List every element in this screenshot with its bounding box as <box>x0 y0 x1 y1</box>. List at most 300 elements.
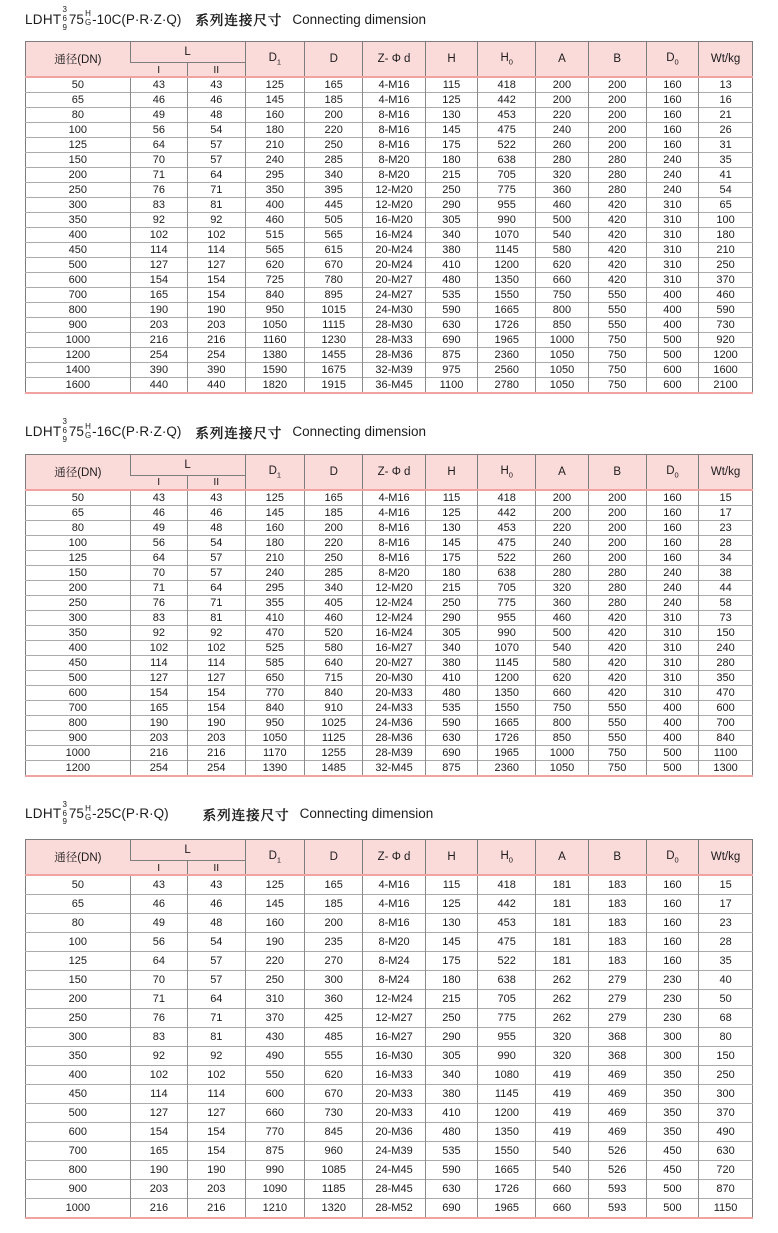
col-d1 <box>245 42 305 78</box>
table-cell: 262 <box>536 971 588 990</box>
table-cell: 310 <box>646 273 698 288</box>
table-cell: 16-M27 <box>363 1028 426 1047</box>
table-cell: 71 <box>130 580 187 595</box>
table-row <box>26 952 753 971</box>
table-cell: 80 <box>26 108 131 123</box>
table-cell: 254 <box>188 348 245 363</box>
table-cell: 185 <box>305 895 363 914</box>
table-cell: 83 <box>130 610 187 625</box>
col-l1: I <box>130 861 187 876</box>
table-row <box>26 348 753 363</box>
table-cell: 145 <box>425 535 477 550</box>
table-cell: 4-M16 <box>363 93 426 108</box>
table-cell: 840 <box>245 288 305 303</box>
table-cell: 24-M36 <box>363 715 426 730</box>
table-cell: 240 <box>699 640 753 655</box>
table-cell: 76 <box>130 183 187 198</box>
table-cell: 950 <box>245 303 305 318</box>
table-cell: 43 <box>130 490 187 506</box>
table-cell: 23 <box>699 914 753 933</box>
table-cell: 100 <box>26 933 131 952</box>
table-cell: 419 <box>536 1066 588 1085</box>
table-cell: 38 <box>699 565 753 580</box>
table-cell: 500 <box>26 1104 131 1123</box>
table-cell: 83 <box>130 198 187 213</box>
table-row <box>26 685 753 700</box>
table-cell: 220 <box>245 952 305 971</box>
table-cell: 49 <box>130 108 187 123</box>
table-row <box>26 213 753 228</box>
table-cell: 580 <box>536 655 588 670</box>
table-cell: 127 <box>130 1104 187 1123</box>
table-cell: 370 <box>699 1104 753 1123</box>
table-cell: 526 <box>588 1161 646 1180</box>
table-cell: 305 <box>425 213 477 228</box>
table-cell: 850 <box>536 318 588 333</box>
letter-g: G <box>84 430 92 440</box>
table-cell: 700 <box>26 1142 131 1161</box>
table-cell: 910 <box>305 700 363 715</box>
table-cell: 250 <box>26 595 131 610</box>
table-cell: 280 <box>588 183 646 198</box>
table-cell: 200 <box>588 123 646 138</box>
table-row <box>26 363 753 378</box>
table-cell: 460 <box>245 213 305 228</box>
section-title-25c <box>25 801 753 827</box>
table-cell: 13 <box>699 77 753 93</box>
table-cell: 190 <box>245 933 305 952</box>
table-cell: 279 <box>588 990 646 1009</box>
col-d1-sub: 1 <box>276 855 282 865</box>
col-h: H <box>425 454 477 490</box>
table-cell: 840 <box>699 730 753 745</box>
table-cell: 1025 <box>305 715 363 730</box>
table-cell: 1185 <box>305 1180 363 1199</box>
table-cell: 700 <box>26 288 131 303</box>
table-cell: 43 <box>188 875 245 895</box>
table-row <box>26 655 753 670</box>
table-cell: 200 <box>588 535 646 550</box>
table-cell: 475 <box>478 535 536 550</box>
table-row <box>26 183 753 198</box>
table-cell: 480 <box>425 273 477 288</box>
table-cell: 840 <box>305 685 363 700</box>
table-cell: 31 <box>699 138 753 153</box>
table-cell: 183 <box>588 895 646 914</box>
table-row <box>26 550 753 565</box>
table-cell: 8-M16 <box>363 535 426 550</box>
table-cell: 535 <box>425 1142 477 1161</box>
table-cell: 114 <box>130 1085 187 1104</box>
table-cell: 154 <box>130 685 187 700</box>
variant-3: 3 <box>62 799 67 809</box>
table-cell: 1400 <box>26 363 131 378</box>
table-cell: 200 <box>536 490 588 506</box>
table-cell: 160 <box>245 520 305 535</box>
table-cell: 1000 <box>26 745 131 760</box>
table-cell: 68 <box>699 1009 753 1028</box>
table-cell: 80 <box>26 520 131 535</box>
table-cell: 310 <box>646 258 698 273</box>
table-cell: 1320 <box>305 1199 363 1219</box>
table-header <box>26 840 753 876</box>
table-cell: 150 <box>26 971 131 990</box>
table-cell: 73 <box>699 610 753 625</box>
title-chinese: 系列连接尺寸 <box>202 807 290 823</box>
table-cell: 305 <box>425 625 477 640</box>
table-cell: 145 <box>245 93 305 108</box>
table-cell: 470 <box>245 625 305 640</box>
section-25c <box>25 801 753 1219</box>
table-cell: 100 <box>26 535 131 550</box>
table-cell: 165 <box>305 77 363 93</box>
table-cell: 200 <box>588 77 646 93</box>
table-cell: 200 <box>588 108 646 123</box>
variant-6: 6 <box>62 426 67 436</box>
table-cell: 725 <box>245 273 305 288</box>
col-d1-base: D <box>268 850 277 863</box>
table-cell: 1000 <box>26 333 131 348</box>
table-cell: 1145 <box>478 655 536 670</box>
table-cell: 1050 <box>245 730 305 745</box>
table-cell: 127 <box>188 1104 245 1123</box>
table-cell: 1100 <box>699 745 753 760</box>
table-cell: 1550 <box>478 1142 536 1161</box>
table-cell: 44 <box>699 580 753 595</box>
table-cell: 203 <box>130 730 187 745</box>
variant-3: 3 <box>62 417 67 427</box>
col-h0-sub: 0 <box>508 855 513 865</box>
section-10c <box>25 6 753 394</box>
col-a: A <box>536 454 588 490</box>
table-cell: 500 <box>26 670 131 685</box>
table-cell: 12-M24 <box>363 990 426 1009</box>
table-cell: 250 <box>425 595 477 610</box>
table-cell: 250 <box>425 1009 477 1028</box>
table-cell: 58 <box>699 595 753 610</box>
table-cell: 360 <box>536 595 588 610</box>
col-d0-base: D <box>666 464 675 477</box>
table-cell: 200 <box>305 914 363 933</box>
variant-9: 9 <box>62 434 67 444</box>
table-cell: 600 <box>646 363 698 378</box>
table-cell: 92 <box>188 1047 245 1066</box>
table-cell: 26 <box>699 123 753 138</box>
table-cell: 215 <box>425 990 477 1009</box>
table-cell: 180 <box>425 153 477 168</box>
col-dn: 通径(DN) <box>26 840 131 876</box>
table-cell: 250 <box>425 183 477 198</box>
table-cell: 145 <box>245 505 305 520</box>
table-cell: 1485 <box>305 760 363 776</box>
table-cell: 1210 <box>245 1199 305 1219</box>
table-cell: 15 <box>699 875 753 895</box>
variant-9: 9 <box>62 817 67 827</box>
table-cell: 279 <box>588 1009 646 1028</box>
table-cell: 200 <box>536 77 588 93</box>
table-cell: 285 <box>305 565 363 580</box>
table-cell: 505 <box>305 213 363 228</box>
table-cell: 290 <box>425 198 477 213</box>
table-cell: 1200 <box>26 760 131 776</box>
col-d1 <box>245 840 305 876</box>
table-cell: 240 <box>646 183 698 198</box>
table-cell: 200 <box>588 505 646 520</box>
col-d1 <box>245 454 305 490</box>
table-cell: 64 <box>188 990 245 1009</box>
table-cell: 420 <box>588 610 646 625</box>
table-cell: 250 <box>26 1009 131 1028</box>
table-cell: 500 <box>646 1180 698 1199</box>
col-d: D <box>305 454 363 490</box>
table-cell: 1100 <box>425 378 477 394</box>
table-cell: 35 <box>699 952 753 971</box>
table-cell: 1000 <box>536 333 588 348</box>
table-cell: 36-M45 <box>363 378 426 394</box>
table-cell: 1726 <box>478 1180 536 1199</box>
table-cell: 2100 <box>699 378 753 394</box>
table-cell: 203 <box>188 318 245 333</box>
table-cell: 1230 <box>305 333 363 348</box>
table-row <box>26 1123 753 1142</box>
table-cell: 183 <box>588 914 646 933</box>
table-row <box>26 640 753 655</box>
table-cell: 220 <box>536 108 588 123</box>
table-cell: 8-M24 <box>363 971 426 990</box>
table-cell: 2360 <box>478 760 536 776</box>
table-cell: 469 <box>588 1085 646 1104</box>
table-cell: 57 <box>188 550 245 565</box>
table-cell: 127 <box>130 258 187 273</box>
table-cell: 160 <box>646 108 698 123</box>
table-cell: 593 <box>588 1199 646 1219</box>
table-cell: 46 <box>130 895 187 914</box>
table-cell: 420 <box>588 670 646 685</box>
table-cell: 220 <box>305 535 363 550</box>
table-cell: 200 <box>26 990 131 1009</box>
table-cell: 150 <box>699 1047 753 1066</box>
table-cell: 43 <box>188 77 245 93</box>
table-cell: 127 <box>130 670 187 685</box>
table-cell: 230 <box>646 1009 698 1028</box>
col-dn: 通径(DN) <box>26 454 131 490</box>
table-cell: 550 <box>588 318 646 333</box>
table-cell: 420 <box>588 685 646 700</box>
table-row <box>26 333 753 348</box>
table-cell: 1050 <box>536 378 588 394</box>
table-cell: 190 <box>130 303 187 318</box>
table-cell: 750 <box>588 363 646 378</box>
table-cell: 20-M30 <box>363 670 426 685</box>
table-cell: 368 <box>588 1028 646 1047</box>
table-cell: 300 <box>305 971 363 990</box>
table-cell: 20-M33 <box>363 685 426 700</box>
table-cell: 175 <box>425 138 477 153</box>
table-cell: 390 <box>130 363 187 378</box>
table-cell: 280 <box>588 565 646 580</box>
col-b: B <box>588 454 646 490</box>
table-cell: 183 <box>588 933 646 952</box>
table-cell: 165 <box>305 875 363 895</box>
table-cell: 48 <box>188 914 245 933</box>
table-cell: 12-M24 <box>363 610 426 625</box>
table-cell: 4-M16 <box>363 875 426 895</box>
table-cell: 280 <box>536 565 588 580</box>
table-cell: 469 <box>588 1104 646 1123</box>
table-cell: 57 <box>188 971 245 990</box>
table-cell: 450 <box>26 1085 131 1104</box>
table-cell: 955 <box>478 1028 536 1047</box>
table-row <box>26 198 753 213</box>
table-cell: 216 <box>130 333 187 348</box>
table-cell: 1090 <box>245 1180 305 1199</box>
table-cell: 210 <box>699 243 753 258</box>
table-cell: 83 <box>130 1028 187 1047</box>
table-cell: 350 <box>26 213 131 228</box>
table-cell: 80 <box>26 914 131 933</box>
col-h0 <box>478 840 536 876</box>
table-cell: 240 <box>646 153 698 168</box>
table-cell: 20-M36 <box>363 1123 426 1142</box>
col-d1-sub: 1 <box>276 57 282 67</box>
table-cell: 65 <box>26 505 131 520</box>
table-row <box>26 93 753 108</box>
table-cell: 370 <box>699 273 753 288</box>
table-cell: 1070 <box>478 228 536 243</box>
table-cell: 850 <box>536 730 588 745</box>
table-cell: 250 <box>699 258 753 273</box>
table-cell: 240 <box>646 595 698 610</box>
table-cell: 620 <box>305 1066 363 1085</box>
table-row <box>26 490 753 506</box>
table-cell: 775 <box>478 1009 536 1028</box>
letter-g: G <box>84 18 92 28</box>
table-cell: 190 <box>130 1161 187 1180</box>
table-cell: 280 <box>588 153 646 168</box>
table-row <box>26 595 753 610</box>
table-row <box>26 875 753 895</box>
col-h0-base: H <box>500 464 509 477</box>
table-cell: 21 <box>699 108 753 123</box>
table-cell: 64 <box>130 952 187 971</box>
table-cell: 355 <box>245 595 305 610</box>
table-cell: 565 <box>245 243 305 258</box>
table-cell: 500 <box>646 745 698 760</box>
table-cell: 160 <box>646 490 698 506</box>
table-cell: 490 <box>245 1047 305 1066</box>
table-cell: 203 <box>130 318 187 333</box>
dimension-table-25c <box>25 839 753 1219</box>
table-cell: 181 <box>536 952 588 971</box>
table-row <box>26 1028 753 1047</box>
table-cell: 400 <box>26 640 131 655</box>
table-cell: 1200 <box>478 258 536 273</box>
table-cell: 160 <box>646 77 698 93</box>
table-cell: 154 <box>188 1123 245 1142</box>
table-cell: 181 <box>536 914 588 933</box>
table-row <box>26 138 753 153</box>
table-cell: 250 <box>305 550 363 565</box>
col-l: L <box>130 454 245 475</box>
col-h0-base: H <box>500 52 509 65</box>
table-cell: 380 <box>425 243 477 258</box>
table-cell: 216 <box>188 745 245 760</box>
col-h0-sub: 0 <box>508 57 513 67</box>
table-cell: 750 <box>588 760 646 776</box>
table-cell: 310 <box>646 685 698 700</box>
table-cell: 160 <box>646 875 698 895</box>
col-d1-base: D <box>268 52 277 65</box>
col-wt: Wt/kg <box>699 840 753 876</box>
table-cell: 400 <box>646 288 698 303</box>
table-cell: 200 <box>26 168 131 183</box>
table-cell: 419 <box>536 1085 588 1104</box>
table-cell: 320 <box>536 580 588 595</box>
letter-h: H <box>85 9 91 19</box>
table-cell: 445 <box>305 198 363 213</box>
table-cell: 990 <box>478 213 536 228</box>
table-row <box>26 1104 753 1123</box>
table-cell: 638 <box>478 153 536 168</box>
table-cell: 390 <box>188 363 245 378</box>
table-cell: 220 <box>536 520 588 535</box>
table-cell: 262 <box>536 990 588 1009</box>
table-cell: 955 <box>478 610 536 625</box>
table-cell: 270 <box>305 952 363 971</box>
table-cell: 154 <box>130 1123 187 1142</box>
table-cell: 215 <box>425 168 477 183</box>
table-cell: 975 <box>425 363 477 378</box>
table-cell: 12-M20 <box>363 198 426 213</box>
table-cell: 200 <box>26 580 131 595</box>
table-cell: 145 <box>425 933 477 952</box>
table-row <box>26 288 753 303</box>
table-cell: 590 <box>699 303 753 318</box>
table-cell: 279 <box>588 971 646 990</box>
table-cell: 300 <box>26 610 131 625</box>
table-cell: 620 <box>245 258 305 273</box>
table-cell: 450 <box>646 1161 698 1180</box>
table-cell: 4-M16 <box>363 77 426 93</box>
table-cell: 240 <box>245 153 305 168</box>
table-cell: 1350 <box>478 273 536 288</box>
table-cell: 125 <box>245 77 305 93</box>
table-cell: 54 <box>188 933 245 952</box>
table-cell: 71 <box>188 183 245 198</box>
table-cell: 360 <box>536 183 588 198</box>
table-cell: 442 <box>478 93 536 108</box>
table-cell: 92 <box>188 625 245 640</box>
table-cell: 12-M20 <box>363 183 426 198</box>
table-cell: 165 <box>130 700 187 715</box>
table-cell: 440 <box>130 378 187 394</box>
table-cell: 1050 <box>245 318 305 333</box>
table-cell: 16-M30 <box>363 1047 426 1066</box>
table-cell: 175 <box>425 952 477 971</box>
table-cell: 125 <box>26 550 131 565</box>
table-cell: 65 <box>26 93 131 108</box>
table-cell: 565 <box>305 228 363 243</box>
table-cell: 215 <box>425 580 477 595</box>
table-row <box>26 520 753 535</box>
table-cell: 522 <box>478 138 536 153</box>
table-cell: 600 <box>26 685 131 700</box>
table-row <box>26 1047 753 1066</box>
table-cell: 1726 <box>478 318 536 333</box>
table-cell: 46 <box>188 505 245 520</box>
table-cell: 28-M33 <box>363 333 426 348</box>
table-cell: 1015 <box>305 303 363 318</box>
